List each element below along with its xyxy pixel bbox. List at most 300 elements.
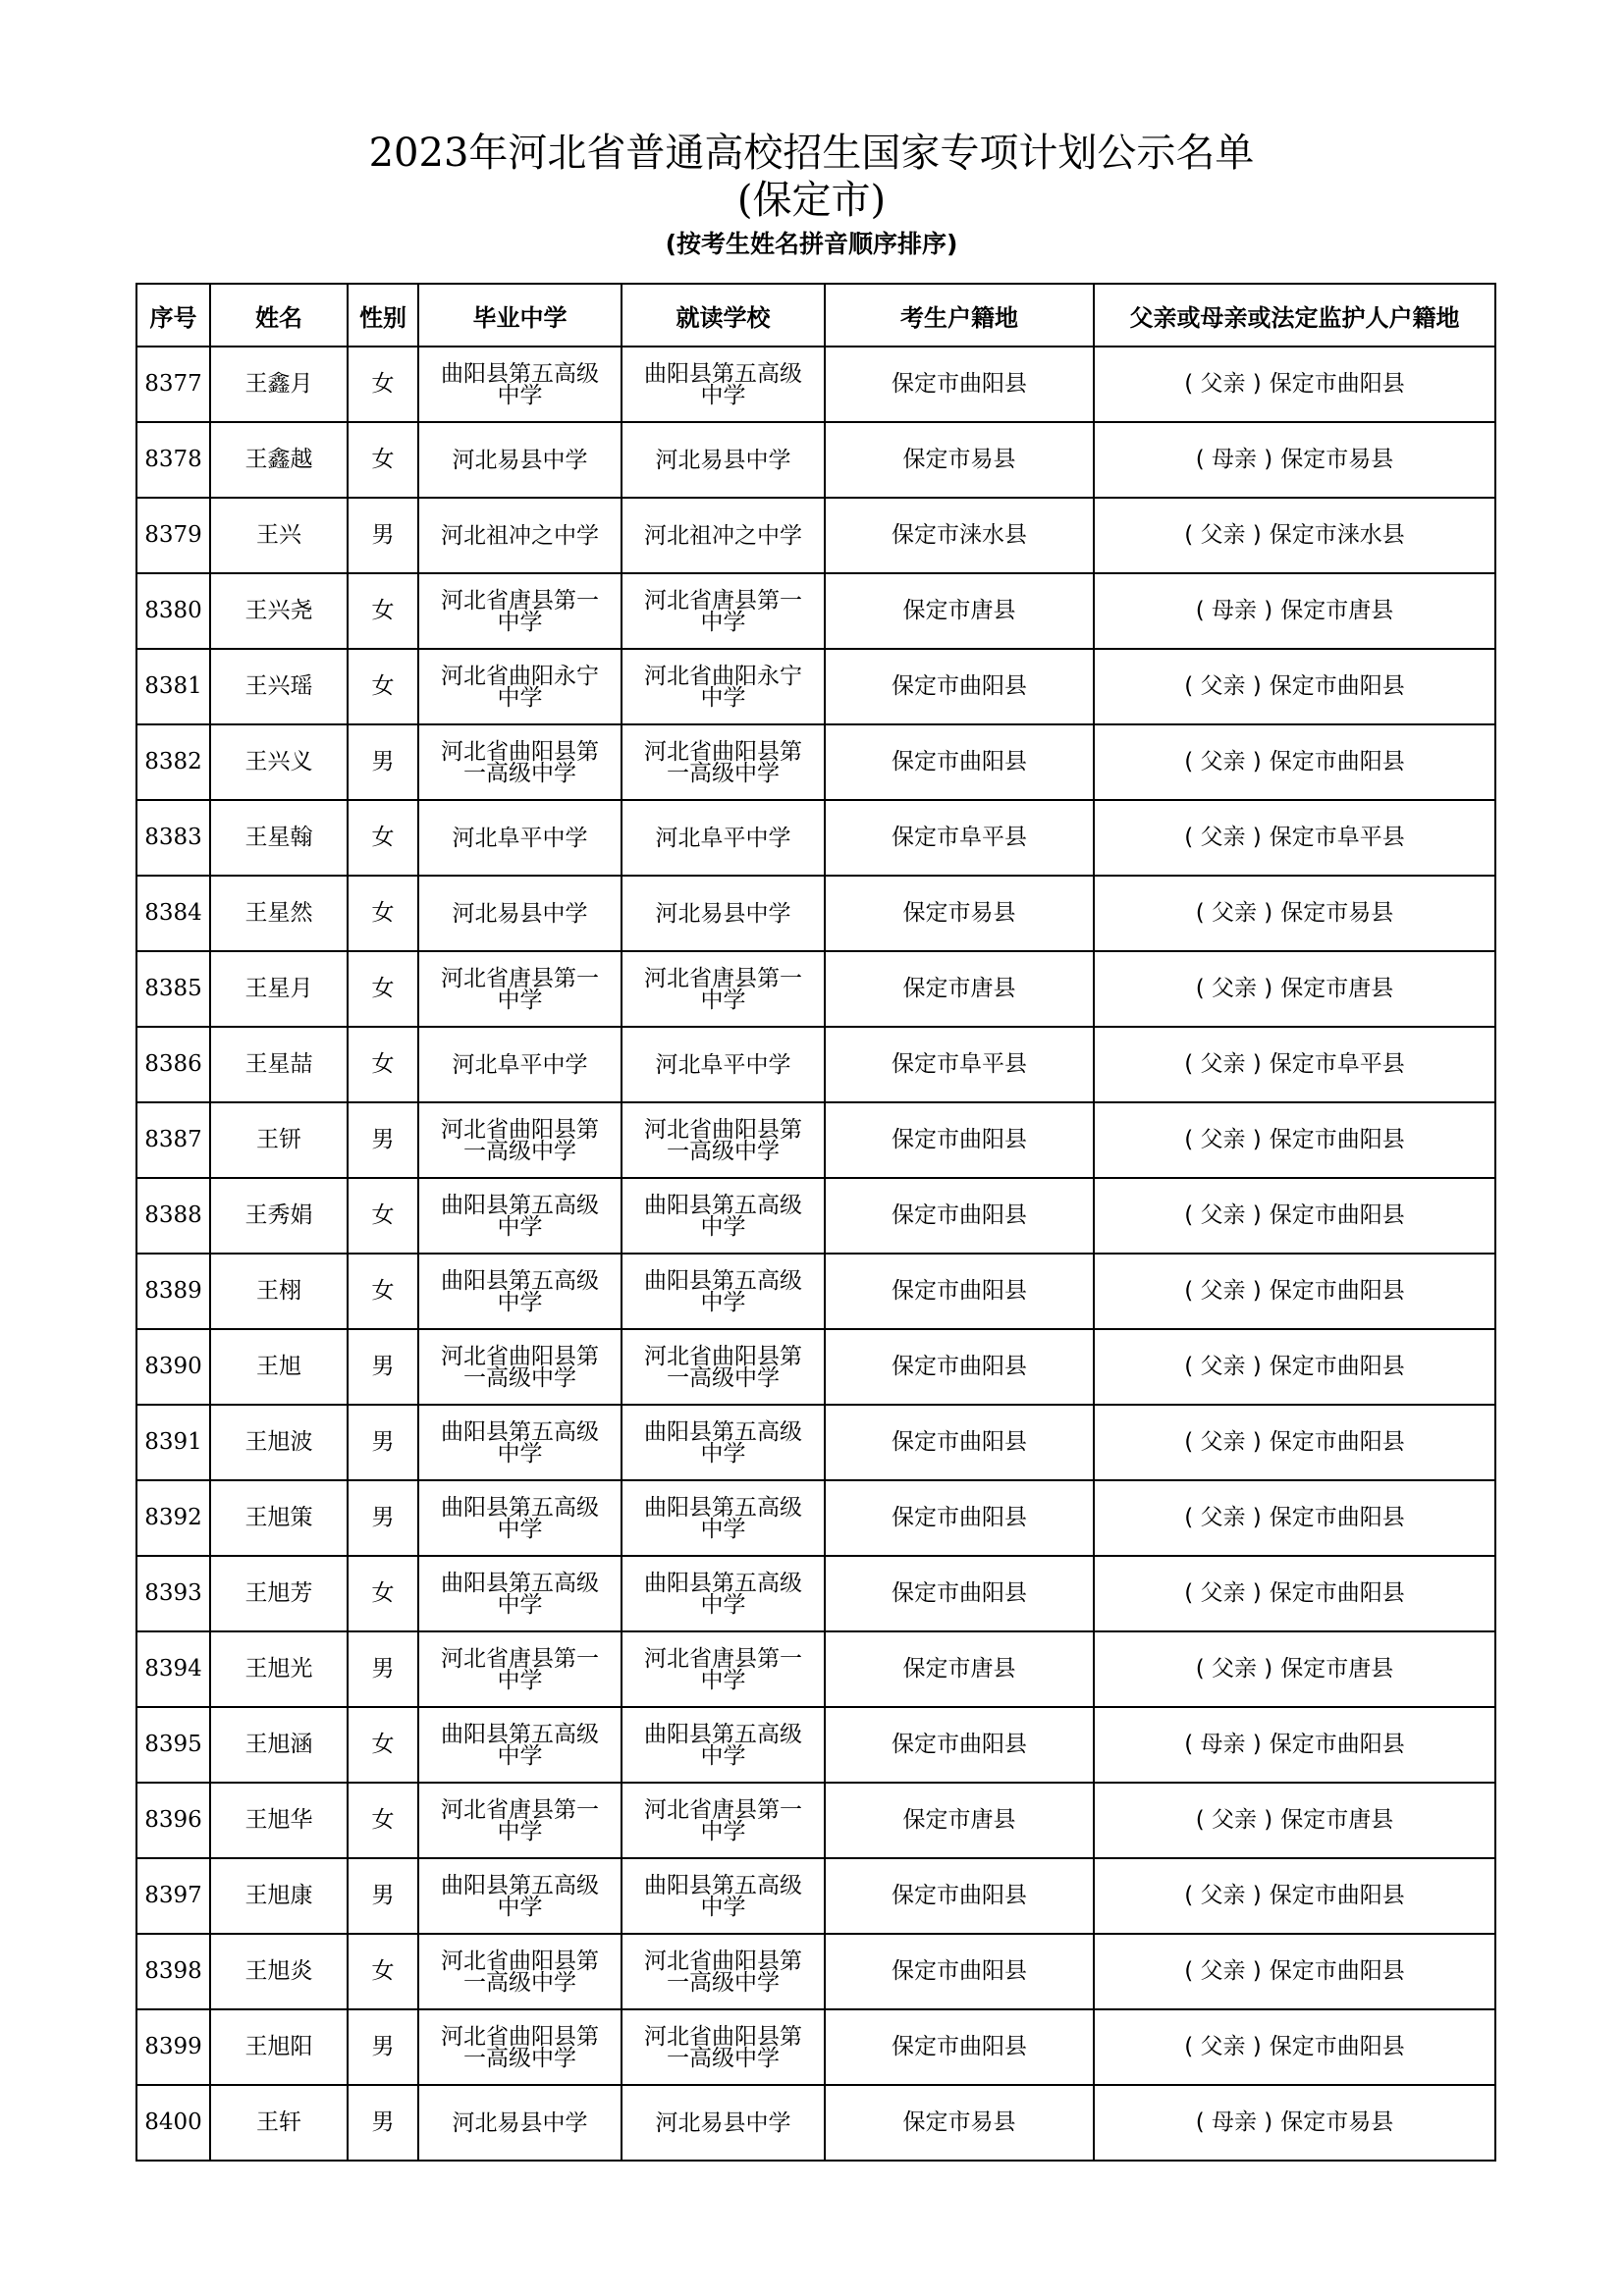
cell-attend-school-text: 河北省唐县第一中学: [644, 1796, 802, 1844]
cell-attend-school-text: 河北省曲阳县第一高级中学: [644, 2023, 802, 2071]
cell-gender: 女: [348, 876, 418, 951]
cell-gender: 男: [348, 2085, 418, 2161]
guardian-hukou-value: 保定市易县: [1280, 900, 1394, 926]
cell-guardian-hukou: [1094, 2009, 1495, 2085]
cell-name: 王钘: [210, 1102, 348, 1178]
guardian-hukou-value: 保定市曲阳县: [1269, 1278, 1405, 1304]
table-row: [136, 649, 1495, 724]
cell-guardian-hukou: [1094, 1707, 1495, 1783]
cell-no: 8387: [136, 1102, 210, 1178]
cell-gender: 男: [348, 724, 418, 800]
cell-guardian-hukou: [1094, 1783, 1495, 1858]
cell-no: 8392: [136, 1480, 210, 1556]
cell-guardian-hukou: [1094, 1254, 1495, 1329]
guardian-relation: ( 父亲 ): [1184, 1580, 1262, 1606]
cell-gender: 女: [348, 1707, 418, 1783]
cell-grad-school: [418, 1178, 622, 1254]
cell-attend-school: [622, 1102, 825, 1178]
cell-hukou: 保定市曲阳县: [825, 649, 1094, 724]
table-row: [136, 1405, 1495, 1480]
cell-grad-school: [418, 2009, 622, 2085]
table-row: [136, 1480, 1495, 1556]
guardian-hukou-value: 保定市唐县: [1280, 598, 1394, 623]
guardian-hukou-value: 保定市曲阳县: [1269, 1354, 1405, 1379]
table-row: [136, 347, 1495, 422]
cell-no: 8397: [136, 1858, 210, 1934]
cell-hukou: 保定市易县: [825, 2085, 1094, 2161]
cell-name: 王旭华: [210, 1783, 348, 1858]
guardian-hukou-value: 保定市曲阳县: [1269, 1202, 1405, 1228]
guardian-relation: ( 父亲 ): [1184, 371, 1262, 397]
cell-name: 王旭芳: [210, 1556, 348, 1631]
cell-no: 8394: [136, 1631, 210, 1707]
cell-hukou: 保定市易县: [825, 422, 1094, 498]
cell-attend-school: [622, 1934, 825, 2009]
cell-attend-school-text: 河北省曲阳县第一高级中学: [644, 1948, 802, 1996]
cell-hukou: 保定市曲阳县: [825, 1707, 1094, 1783]
cell-hukou: 保定市唐县: [825, 1783, 1094, 1858]
cell-attend-school: [622, 1783, 825, 1858]
cell-guardian-hukou: [1094, 1102, 1495, 1178]
guardian-relation: ( 父亲 ): [1184, 522, 1262, 548]
cell-attend-school-text: 河北省唐县第一中学: [644, 587, 802, 635]
page-subtitle-sort-note: (按考生姓名拼音顺序排序): [665, 230, 958, 258]
cell-attend-school-text: 河北祖冲之中学: [644, 522, 802, 549]
cell-attend-school-text: 河北易县中学: [655, 447, 791, 473]
table-row: [136, 951, 1495, 1027]
cell-grad-school-text: 河北省唐县第一中学: [441, 965, 599, 1013]
guardian-relation: ( 父亲 ): [1184, 1958, 1262, 1984]
cell-no: 8391: [136, 1405, 210, 1480]
cell-no: 8400: [136, 2085, 210, 2161]
cell-gender: 男: [348, 1631, 418, 1707]
table-row: [136, 1707, 1495, 1783]
header-attend-school: 就读学校: [622, 284, 825, 347]
cell-attend-school-text: 曲阳县第五高级中学: [644, 360, 802, 408]
cell-attend-school-text: 曲阳县第五高级中学: [644, 1267, 802, 1315]
cell-guardian-hukou: [1094, 649, 1495, 724]
cell-no: 8393: [136, 1556, 210, 1631]
cell-hukou: 保定市曲阳县: [825, 1858, 1094, 1934]
cell-guardian-hukou: [1094, 800, 1495, 876]
cell-grad-school: [418, 2085, 622, 2161]
cell-attend-school: [622, 724, 825, 800]
cell-guardian-hukou: [1094, 876, 1495, 951]
guardian-hukou-value: 保定市曲阳县: [1269, 1732, 1405, 1757]
cell-attend-school-text: 曲阳县第五高级中学: [644, 1872, 802, 1920]
table-row: [136, 876, 1495, 951]
cell-hukou: 保定市曲阳县: [825, 347, 1094, 422]
cell-grad-school-text: 曲阳县第五高级中学: [441, 1872, 599, 1920]
cell-gender: 男: [348, 1102, 418, 1178]
cell-gender: 女: [348, 1934, 418, 2009]
cell-grad-school-text: 河北易县中学: [452, 900, 588, 927]
cell-no: 8380: [136, 573, 210, 649]
cell-grad-school-text: 河北省曲阳县第一高级中学: [441, 1343, 599, 1391]
cell-no: 8389: [136, 1254, 210, 1329]
cell-name: 王旭: [210, 1329, 348, 1405]
table-row: [136, 1329, 1495, 1405]
guardian-hukou-value: 保定市曲阳县: [1269, 1505, 1405, 1530]
cell-attend-school: [622, 1480, 825, 1556]
cell-hukou: 保定市阜平县: [825, 1027, 1094, 1102]
cell-hukou: 保定市曲阳县: [825, 1178, 1094, 1254]
cell-grad-school: [418, 876, 622, 951]
cell-name: 王秀娟: [210, 1178, 348, 1254]
table-row: [136, 1858, 1495, 1934]
cell-gender: 男: [348, 2009, 418, 2085]
cell-grad-school: [418, 1858, 622, 1934]
cell-no: 8382: [136, 724, 210, 800]
guardian-relation: ( 父亲 ): [1184, 1883, 1262, 1908]
cell-guardian-hukou: [1094, 573, 1495, 649]
cell-grad-school-text: 曲阳县第五高级中学: [441, 1418, 599, 1467]
cell-guardian-hukou: [1094, 1858, 1495, 1934]
guardian-hukou-value: 保定市曲阳县: [1269, 673, 1405, 699]
guardian-relation: ( 母亲 ): [1195, 598, 1273, 623]
cell-attend-school-text: 河北省曲阳永宁中学: [644, 663, 802, 711]
cell-attend-school-text: 河北省曲阳县第一高级中学: [644, 738, 802, 786]
table-row: [136, 724, 1495, 800]
cell-guardian-hukou: [1094, 2085, 1495, 2161]
header-no: 序号: [136, 284, 210, 347]
cell-guardian-hukou: [1094, 1329, 1495, 1405]
guardian-hukou-value: 保定市唐县: [1280, 976, 1394, 1001]
cell-gender: 女: [348, 1027, 418, 1102]
guardian-relation: ( 父亲 ): [1184, 1354, 1262, 1379]
cell-grad-school-text: 曲阳县第五高级中学: [441, 1570, 599, 1618]
cell-attend-school-text: 曲阳县第五高级中学: [644, 1192, 802, 1240]
cell-guardian-hukou: [1094, 951, 1495, 1027]
guardian-relation: ( 父亲 ): [1184, 1278, 1262, 1304]
guardian-hukou-value: 保定市易县: [1280, 447, 1394, 472]
table-row: [136, 2009, 1495, 2085]
guardian-relation: ( 父亲 ): [1184, 1505, 1262, 1530]
cell-grad-school: [418, 1783, 622, 1858]
cell-guardian-hukou: [1094, 1631, 1495, 1707]
guardian-relation: ( 父亲 ): [1184, 673, 1262, 699]
cell-name: 王兴: [210, 498, 348, 573]
cell-grad-school-text: 河北阜平中学: [452, 825, 588, 851]
cell-hukou: 保定市曲阳县: [825, 1254, 1094, 1329]
cell-gender: 女: [348, 1783, 418, 1858]
header-guardian-hukou: 父亲或母亲或法定监护人户籍地: [1094, 284, 1495, 347]
cell-hukou: 保定市唐县: [825, 573, 1094, 649]
guardian-hukou-value: 保定市阜平县: [1269, 1051, 1405, 1077]
cell-name: 王轩: [210, 2085, 348, 2161]
cell-grad-school-text: 河北祖冲之中学: [441, 522, 599, 549]
cell-grad-school: [418, 1027, 622, 1102]
page-subtitle-city: (保定市): [736, 178, 887, 223]
guardian-relation: ( 父亲 ): [1195, 1656, 1273, 1682]
cell-hukou: 保定市曲阳县: [825, 1329, 1094, 1405]
cell-name: 王旭康: [210, 1858, 348, 1934]
cell-guardian-hukou: [1094, 422, 1495, 498]
cell-name: 王星喆: [210, 1027, 348, 1102]
cell-grad-school-text: 河北省唐县第一中学: [441, 1645, 599, 1693]
cell-hukou: 保定市曲阳县: [825, 724, 1094, 800]
guardian-relation: ( 母亲 ): [1195, 2109, 1273, 2135]
cell-grad-school: [418, 347, 622, 422]
cell-attend-school-text: 曲阳县第五高级中学: [644, 1418, 802, 1467]
cell-grad-school-text: 河北省唐县第一中学: [441, 1796, 599, 1844]
cell-no: 8383: [136, 800, 210, 876]
guardian-hukou-value: 保定市曲阳县: [1269, 1580, 1405, 1606]
cell-hukou: 保定市涞水县: [825, 498, 1094, 573]
page-title: 2023年河北省普通高校招生国家专项计划公示名单: [368, 131, 1255, 176]
cell-grad-school: [418, 1631, 622, 1707]
cell-grad-school-text: 河北省曲阳县第一高级中学: [441, 1948, 599, 1996]
guardian-hukou-value: 保定市唐县: [1280, 1656, 1394, 1682]
cell-grad-school: [418, 573, 622, 649]
cell-name: 王星然: [210, 876, 348, 951]
cell-grad-school-text: 河北易县中学: [452, 447, 588, 473]
cell-attend-school-text: 河北省唐县第一中学: [644, 965, 802, 1013]
cell-gender: 女: [348, 347, 418, 422]
cell-no: 8395: [136, 1707, 210, 1783]
table-row: [136, 1934, 1495, 2009]
cell-gender: 女: [348, 800, 418, 876]
table-row: [136, 1556, 1495, 1631]
cell-no: 8388: [136, 1178, 210, 1254]
header-grad-school: 毕业中学: [418, 284, 622, 347]
cell-hukou: 保定市唐县: [825, 951, 1094, 1027]
cell-attend-school: [622, 876, 825, 951]
cell-grad-school: [418, 1102, 622, 1178]
cell-attend-school-text: 曲阳县第五高级中学: [644, 1721, 802, 1769]
cell-hukou: 保定市曲阳县: [825, 1405, 1094, 1480]
cell-gender: 女: [348, 422, 418, 498]
guardian-hukou-value: 保定市阜平县: [1269, 825, 1405, 850]
cell-guardian-hukou: [1094, 1480, 1495, 1556]
cell-attend-school: [622, 2085, 825, 2161]
cell-grad-school-text: 河北阜平中学: [452, 1051, 588, 1078]
cell-name: 王兴尧: [210, 573, 348, 649]
table-row: [136, 2085, 1495, 2161]
cell-grad-school: [418, 1405, 622, 1480]
cell-guardian-hukou: [1094, 1178, 1495, 1254]
cell-attend-school: [622, 1178, 825, 1254]
cell-guardian-hukou: [1094, 347, 1495, 422]
cell-name: 王星月: [210, 951, 348, 1027]
table-row: [136, 422, 1495, 498]
cell-no: 8398: [136, 1934, 210, 2009]
cell-gender: 女: [348, 951, 418, 1027]
cell-guardian-hukou: [1094, 1027, 1495, 1102]
header-gender: 性别: [348, 284, 418, 347]
guardian-relation: ( 父亲 ): [1195, 900, 1273, 926]
cell-gender: 女: [348, 1178, 418, 1254]
cell-attend-school-text: 河北省唐县第一中学: [644, 1645, 802, 1693]
cell-attend-school-text: 曲阳县第五高级中学: [644, 1494, 802, 1542]
cell-no: 8377: [136, 347, 210, 422]
cell-gender: 女: [348, 1254, 418, 1329]
cell-name: 王星翰: [210, 800, 348, 876]
cell-attend-school-text: 河北阜平中学: [655, 1051, 791, 1078]
cell-no: 8379: [136, 498, 210, 573]
cell-no: 8381: [136, 649, 210, 724]
guardian-hukou-value: 保定市曲阳县: [1269, 749, 1405, 774]
cell-guardian-hukou: [1094, 1934, 1495, 2009]
cell-hukou: 保定市阜平县: [825, 800, 1094, 876]
cell-name: 王旭波: [210, 1405, 348, 1480]
guardian-relation: ( 父亲 ): [1184, 1202, 1262, 1228]
cell-grad-school: [418, 1480, 622, 1556]
cell-grad-school-text: 河北省曲阳县第一高级中学: [441, 2023, 599, 2071]
cell-attend-school: [622, 347, 825, 422]
cell-attend-school: [622, 1631, 825, 1707]
cell-hukou: 保定市曲阳县: [825, 2009, 1094, 2085]
cell-no: 8378: [136, 422, 210, 498]
cell-gender: 男: [348, 1480, 418, 1556]
guardian-relation: ( 父亲 ): [1195, 1807, 1273, 1833]
cell-grad-school: [418, 1556, 622, 1631]
cell-attend-school: [622, 951, 825, 1027]
cell-hukou: 保定市曲阳县: [825, 1556, 1094, 1631]
cell-no: 8385: [136, 951, 210, 1027]
cell-name: 王兴瑶: [210, 649, 348, 724]
cell-grad-school-text: 河北省曲阳县第一高级中学: [441, 738, 599, 786]
table-row: [136, 1631, 1495, 1707]
cell-grad-school-text: 曲阳县第五高级中学: [441, 1494, 599, 1542]
cell-grad-school: [418, 1254, 622, 1329]
cell-guardian-hukou: [1094, 724, 1495, 800]
cell-grad-school-text: 河北易县中学: [452, 2109, 588, 2136]
cell-hukou: 保定市曲阳县: [825, 1480, 1094, 1556]
cell-attend-school-text: 曲阳县第五高级中学: [644, 1570, 802, 1618]
cell-name: 王鑫月: [210, 347, 348, 422]
cell-grad-school: [418, 1934, 622, 2009]
guardian-hukou-value: 保定市曲阳县: [1269, 2034, 1405, 2059]
cell-no: 8399: [136, 2009, 210, 2085]
cell-name: 王旭炎: [210, 1934, 348, 2009]
guardian-hukou-value: 保定市曲阳县: [1269, 1429, 1405, 1455]
cell-attend-school: [622, 2009, 825, 2085]
guardian-hukou-value: 保定市易县: [1280, 2109, 1394, 2135]
guardian-relation: ( 父亲 ): [1184, 749, 1262, 774]
guardian-hukou-value: 保定市曲阳县: [1269, 1127, 1405, 1152]
cell-attend-school-text: 河北易县中学: [655, 2109, 791, 2136]
table-row: [136, 1254, 1495, 1329]
cell-gender: 女: [348, 649, 418, 724]
guardian-hukou-value: 保定市唐县: [1280, 1807, 1394, 1833]
cell-grad-school-text: 河北省曲阳永宁中学: [441, 663, 599, 711]
cell-name: 王栩: [210, 1254, 348, 1329]
guardian-relation: ( 父亲 ): [1184, 2034, 1262, 2059]
guardian-hukou-value: 保定市曲阳县: [1269, 1883, 1405, 1908]
cell-attend-school: [622, 649, 825, 724]
cell-attend-school: [622, 1405, 825, 1480]
guardian-relation: ( 母亲 ): [1184, 1732, 1262, 1757]
table-row: [136, 498, 1495, 573]
guardian-relation: ( 母亲 ): [1195, 447, 1273, 472]
cell-grad-school: [418, 422, 622, 498]
cell-gender: 男: [348, 498, 418, 573]
cell-grad-school: [418, 951, 622, 1027]
cell-attend-school: [622, 800, 825, 876]
cell-attend-school: [622, 422, 825, 498]
cell-no: 8396: [136, 1783, 210, 1858]
cell-name: 王旭光: [210, 1631, 348, 1707]
header-hukou: 考生户籍地: [825, 284, 1094, 347]
cell-name: 王旭涵: [210, 1707, 348, 1783]
cell-gender: 男: [348, 1858, 418, 1934]
cell-grad-school: [418, 724, 622, 800]
cell-grad-school-text: 曲阳县第五高级中学: [441, 1721, 599, 1769]
cell-gender: 女: [348, 1556, 418, 1631]
table-row: [136, 1783, 1495, 1858]
guardian-hukou-value: 保定市曲阳县: [1269, 371, 1405, 397]
table-row: [136, 1102, 1495, 1178]
cell-name: 王旭阳: [210, 2009, 348, 2085]
cell-name: 王鑫越: [210, 422, 348, 498]
cell-grad-school-text: 曲阳县第五高级中学: [441, 360, 599, 408]
guardian-relation: ( 父亲 ): [1184, 1127, 1262, 1152]
cell-grad-school: [418, 649, 622, 724]
cell-no: 8384: [136, 876, 210, 951]
cell-guardian-hukou: [1094, 498, 1495, 573]
cell-attend-school-text: 河北省曲阳县第一高级中学: [644, 1343, 802, 1391]
cell-grad-school-text: 曲阳县第五高级中学: [441, 1267, 599, 1315]
guardian-relation: ( 父亲 ): [1184, 1051, 1262, 1077]
cell-attend-school: [622, 1329, 825, 1405]
table-header-row: [136, 284, 1495, 347]
table-row: [136, 1027, 1495, 1102]
cell-grad-school: [418, 498, 622, 573]
table-row: [136, 573, 1495, 649]
cell-name: 王旭策: [210, 1480, 348, 1556]
guardian-relation: ( 父亲 ): [1184, 1429, 1262, 1455]
cell-attend-school: [622, 1027, 825, 1102]
cell-attend-school-text: 河北阜平中学: [655, 825, 791, 851]
guardian-relation: ( 父亲 ): [1195, 976, 1273, 1001]
cell-attend-school: [622, 498, 825, 573]
cell-attend-school: [622, 1556, 825, 1631]
table-row: [136, 1178, 1495, 1254]
guardian-hukou-value: 保定市涞水县: [1269, 522, 1405, 548]
cell-attend-school: [622, 573, 825, 649]
table-row: [136, 800, 1495, 876]
cell-no: 8386: [136, 1027, 210, 1102]
cell-grad-school-text: 河北省曲阳县第一高级中学: [441, 1116, 599, 1164]
cell-hukou: 保定市曲阳县: [825, 1102, 1094, 1178]
cell-gender: 女: [348, 573, 418, 649]
cell-gender: 男: [348, 1329, 418, 1405]
guardian-hukou-value: 保定市曲阳县: [1269, 1958, 1405, 1984]
cell-attend-school: [622, 1254, 825, 1329]
cell-attend-school: [622, 1858, 825, 1934]
cell-hukou: 保定市曲阳县: [825, 1934, 1094, 2009]
cell-grad-school: [418, 1707, 622, 1783]
cell-hukou: 保定市易县: [825, 876, 1094, 951]
cell-grad-school-text: 曲阳县第五高级中学: [441, 1192, 599, 1240]
cell-attend-school-text: 河北省曲阳县第一高级中学: [644, 1116, 802, 1164]
cell-grad-school-text: 河北省唐县第一中学: [441, 587, 599, 635]
cell-no: 8390: [136, 1329, 210, 1405]
cell-guardian-hukou: [1094, 1405, 1495, 1480]
cell-attend-school: [622, 1707, 825, 1783]
cell-name: 王兴义: [210, 724, 348, 800]
cell-attend-school-text: 河北易县中学: [655, 900, 791, 927]
cell-grad-school: [418, 800, 622, 876]
cell-hukou: 保定市唐县: [825, 1631, 1094, 1707]
cell-guardian-hukou: [1094, 1556, 1495, 1631]
applicant-table: [135, 283, 1496, 2162]
cell-grad-school: [418, 1329, 622, 1405]
header-name: 姓名: [210, 284, 348, 347]
cell-gender: 男: [348, 1405, 418, 1480]
guardian-relation: ( 父亲 ): [1184, 825, 1262, 850]
